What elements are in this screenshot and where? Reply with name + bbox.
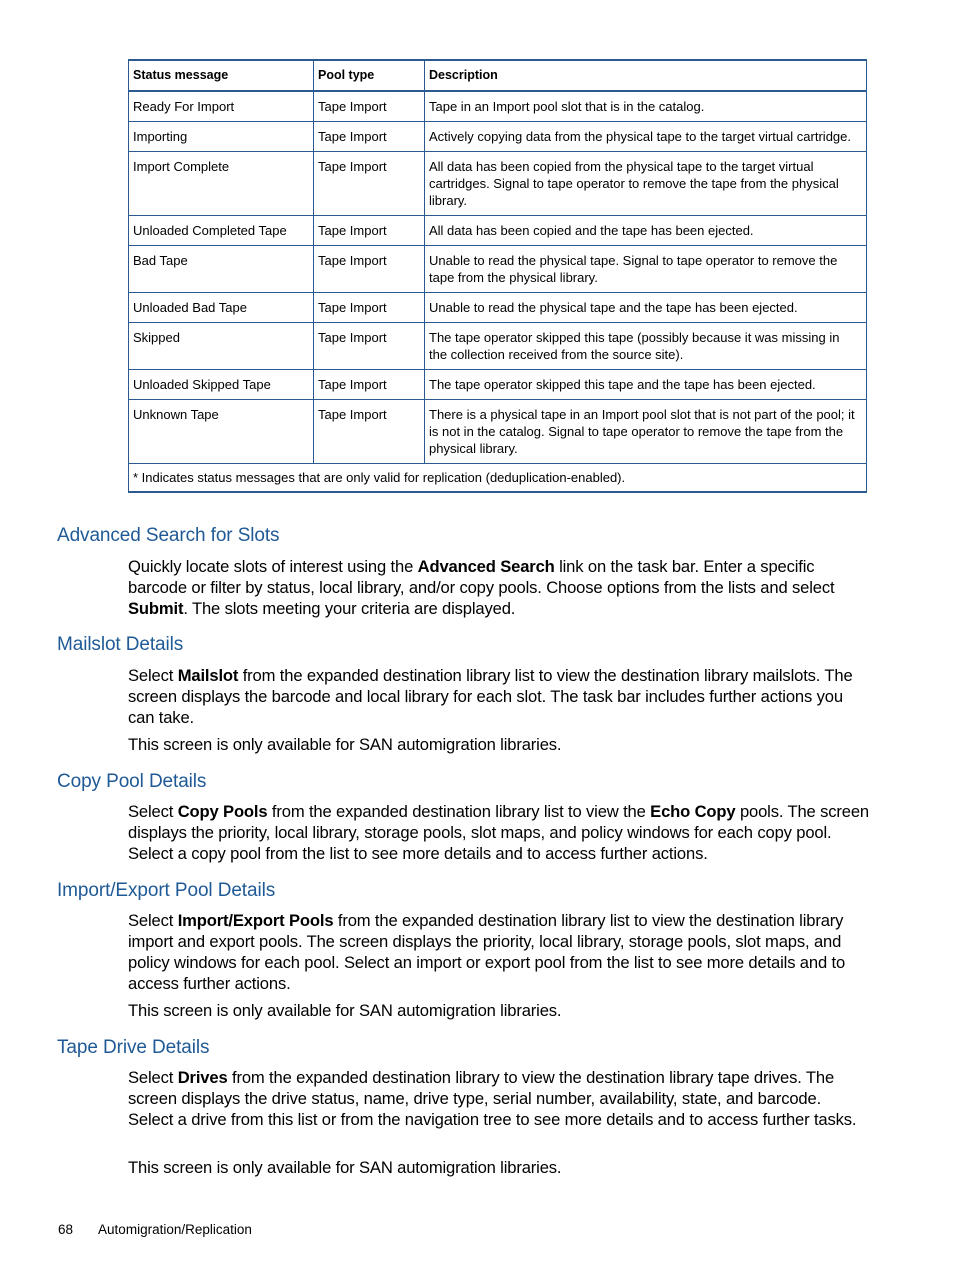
table-row xyxy=(129,216,867,246)
table-row xyxy=(129,122,867,152)
text-run: Select xyxy=(128,911,178,930)
bold-term: Drives xyxy=(177,1068,228,1087)
table-body xyxy=(129,91,867,464)
heading-copy-pool: Copy Pool Details xyxy=(57,771,207,792)
cell-status: Import Complete xyxy=(129,152,314,216)
text-run: from the expanded destination library list to view the destination library mailslots. The screen displays the barcode and local library for each slot. The task bar includes further actions you can take. xyxy=(128,666,853,727)
paragraph-import-export xyxy=(128,910,870,994)
table-row xyxy=(129,323,867,370)
cell-pool-type: Tape Import xyxy=(314,400,425,464)
table-row xyxy=(129,400,867,464)
text-run: Select xyxy=(128,666,178,685)
cell-status: Unloaded Skipped Tape xyxy=(129,370,314,400)
cell-status: Importing xyxy=(129,122,314,152)
cell-status: Bad Tape xyxy=(129,246,314,293)
text-run: from the expanded destination library to view the destination library tape drives. The screen displays the drive status, name, drive type, serial number, availability, state, and barcode. Select a drive from this list or from the navigation tree to see more details and to access further tasks. xyxy=(128,1068,857,1129)
bold-term: Mailslot xyxy=(177,666,239,685)
paragraph-advanced-search xyxy=(128,556,870,619)
cell-pool-type: Tape Import xyxy=(314,122,425,152)
status-message-table xyxy=(128,59,867,493)
bold-term: Advanced Search xyxy=(417,557,555,576)
table-row xyxy=(129,152,867,216)
paragraph-import-export-note: This screen is only available for SAN automigration libraries. xyxy=(128,1001,562,1020)
text-run: Select xyxy=(128,802,178,821)
table-footnote: * Indicates status messages that are only valid for replication (deduplication-enabled). xyxy=(129,464,867,493)
paragraph-copy-pool xyxy=(128,801,870,864)
cell-description: The tape operator skipped this tape (possibly because it was missing in the collection received from the source site). xyxy=(425,323,867,370)
paragraph-mailslot-note: This screen is only available for SAN automigration libraries. xyxy=(128,735,562,754)
text-run: Quickly locate slots of interest using the xyxy=(128,557,418,576)
cell-description: All data has been copied from the physical tape to the target virtual cartridges. Signal to tape operator to remove the tape from the physical library. xyxy=(425,152,867,216)
table-row xyxy=(129,370,867,400)
text-run: from the expanded destination library list to view the xyxy=(267,802,651,821)
column-header-pool-type: Pool type xyxy=(314,60,425,91)
heading-advanced-search: Advanced Search for Slots xyxy=(57,525,280,546)
text-run: pools. The screen displays the priority, local library, storage pools, slot maps, and policy windows for each copy pool. Select a copy pool from the list to see more details and to access further actions. xyxy=(128,802,869,863)
bold-term: Echo Copy xyxy=(650,802,736,821)
table-header-row xyxy=(129,60,867,91)
paragraph-mailslot xyxy=(128,665,870,728)
column-header-description: Description xyxy=(425,60,867,91)
bold-term: Submit xyxy=(128,599,184,618)
table-footnote-row xyxy=(129,464,867,493)
heading-tape-drive: Tape Drive Details xyxy=(57,1037,210,1058)
cell-pool-type: Tape Import xyxy=(314,370,425,400)
text-run: from the expanded destination library list to view the destination library import and export pools. The screen displays the priority, local library, storage pools, slot maps, and policy windows for each pool. Select an import or export pool from the list to see more details and to access further actions. xyxy=(128,911,846,993)
cell-status: Skipped xyxy=(129,323,314,370)
paragraph-tape-drive xyxy=(128,1067,870,1130)
cell-description: Unable to read the physical tape. Signal to tape operator to remove the tape from the physical library. xyxy=(425,246,867,293)
cell-description: The tape operator skipped this tape and the tape has been ejected. xyxy=(425,370,867,400)
cell-pool-type: Tape Import xyxy=(314,323,425,370)
cell-status: Unloaded Completed Tape xyxy=(129,216,314,246)
cell-description: Unable to read the physical tape and the tape has been ejected. xyxy=(425,293,867,323)
bold-term: Import/Export Pools xyxy=(177,911,334,930)
table-row xyxy=(129,293,867,323)
cell-pool-type: Tape Import xyxy=(314,246,425,293)
chapter-title: Automigration/Replication xyxy=(98,1222,252,1237)
column-header-status: Status message xyxy=(129,60,314,91)
cell-description: There is a physical tape in an Import pool slot that is not part of the pool; it is not in the catalog. Signal to tape operator to remove the tape from the physical library. xyxy=(425,400,867,464)
page-footer xyxy=(58,1222,252,1237)
cell-description: All data has been copied and the tape has been ejected. xyxy=(425,216,867,246)
table-row xyxy=(129,246,867,293)
cell-status: Ready For Import xyxy=(129,91,314,122)
table-row xyxy=(129,91,867,122)
cell-pool-type: Tape Import xyxy=(314,152,425,216)
text-run: . The slots meeting your criteria are displayed. xyxy=(183,599,516,618)
cell-description: Tape in an Import pool slot that is in the catalog. xyxy=(425,91,867,122)
paragraph-tape-drive-note: This screen is only available for SAN automigration libraries. xyxy=(128,1158,562,1177)
cell-description: Actively copying data from the physical tape to the target virtual cartridge. xyxy=(425,122,867,152)
cell-status: Unloaded Bad Tape xyxy=(129,293,314,323)
cell-pool-type: Tape Import xyxy=(314,216,425,246)
page-number: 68 xyxy=(58,1222,74,1237)
heading-import-export: Import/Export Pool Details xyxy=(57,880,276,901)
text-run: link on the task bar. Enter a specific barcode or filter by status, local library, and/or copy pools. Choose options from the lists and select xyxy=(128,557,835,597)
bold-term: Copy Pools xyxy=(177,802,268,821)
cell-status: Unknown Tape xyxy=(129,400,314,464)
cell-pool-type: Tape Import xyxy=(314,293,425,323)
text-run: Select xyxy=(128,1068,178,1087)
heading-mailslot: Mailslot Details xyxy=(57,634,184,655)
cell-pool-type: Tape Import xyxy=(314,91,425,122)
